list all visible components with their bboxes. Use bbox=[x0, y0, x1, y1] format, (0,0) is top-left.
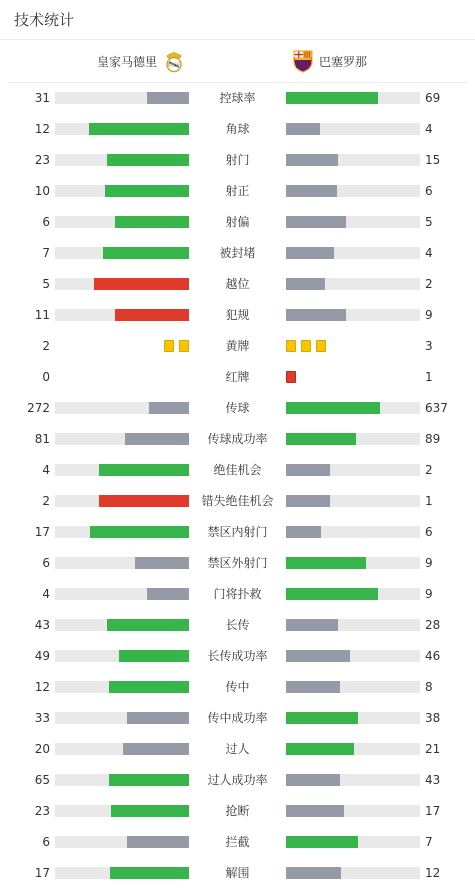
away-stat-value: 3 bbox=[425, 339, 433, 353]
home-stat-bar-fill bbox=[147, 588, 189, 600]
home-stat-value: 12 bbox=[34, 122, 50, 136]
stat-row bbox=[0, 703, 475, 734]
away-stat-bar bbox=[286, 92, 420, 104]
barcelona-crest-icon bbox=[292, 49, 314, 73]
away-stat-bar-fill bbox=[286, 123, 320, 135]
home-stat-bar-fill bbox=[107, 154, 189, 166]
away-stat-bar bbox=[286, 309, 420, 321]
away-stat-value: 15 bbox=[425, 153, 441, 167]
home-stat-value: 2 bbox=[42, 339, 50, 353]
home-stat-bar bbox=[55, 247, 189, 259]
home-stat-value: 2 bbox=[42, 494, 50, 508]
home-stat-bar bbox=[55, 619, 189, 631]
home-stat-bar bbox=[55, 712, 189, 724]
away-cards bbox=[286, 371, 296, 384]
away-stat-bar bbox=[286, 185, 420, 197]
stat-label: 传中成功率 bbox=[207, 711, 268, 725]
home-stat-bar bbox=[55, 805, 189, 817]
away-stat-bar bbox=[286, 774, 420, 786]
away-stat-bar bbox=[286, 402, 420, 414]
stat-row bbox=[0, 145, 475, 176]
home-stat-bar bbox=[55, 557, 189, 569]
away-cards bbox=[286, 340, 326, 353]
home-stat-value: 31 bbox=[34, 91, 50, 105]
stat-label: 过人成功率 bbox=[207, 773, 268, 787]
away-stat-value: 38 bbox=[425, 711, 441, 725]
away-stat-bar bbox=[286, 247, 420, 259]
away-stat-value: 9 bbox=[425, 556, 433, 570]
away-stat-bar bbox=[286, 433, 420, 445]
page-title: 技术统计 bbox=[14, 11, 75, 29]
stat-label: 被封堵 bbox=[219, 246, 256, 260]
away-stat-value: 7 bbox=[425, 835, 433, 849]
home-stat-bar-fill bbox=[110, 867, 189, 879]
away-stat-value: 8 bbox=[425, 680, 433, 694]
home-stat-bar-fill bbox=[123, 743, 189, 755]
away-stat-bar bbox=[286, 464, 420, 476]
away-stat-bar-fill bbox=[286, 154, 338, 166]
away-stat-value: 46 bbox=[425, 649, 441, 663]
home-stat-value: 6 bbox=[42, 556, 50, 570]
stat-label: 角球 bbox=[225, 122, 250, 136]
away-stat-value: 6 bbox=[425, 525, 433, 539]
home-stat-bar-fill bbox=[107, 619, 189, 631]
stat-label: 射正 bbox=[225, 184, 250, 198]
stat-label: 红牌 bbox=[225, 370, 250, 384]
stat-label: 门将扑救 bbox=[213, 587, 262, 601]
yellow-card-icon bbox=[316, 340, 326, 352]
home-stat-value: 81 bbox=[34, 432, 50, 446]
home-stat-value: 6 bbox=[42, 835, 50, 849]
home-stat-bar-fill bbox=[109, 681, 189, 693]
stat-row bbox=[0, 765, 475, 796]
home-stat-bar bbox=[55, 650, 189, 662]
home-stat-bar-fill bbox=[105, 185, 189, 197]
home-stat-bar-fill bbox=[99, 464, 189, 476]
home-stat-value: 23 bbox=[34, 804, 50, 818]
home-stat-value: 33 bbox=[34, 711, 50, 725]
home-stat-bar bbox=[55, 185, 189, 197]
stat-row bbox=[0, 238, 475, 269]
home-team[interactable] bbox=[97, 40, 185, 82]
stat-row bbox=[0, 207, 475, 238]
home-stat-bar bbox=[55, 278, 189, 290]
stat-label: 射偏 bbox=[225, 215, 250, 229]
home-stat-bar-fill bbox=[103, 247, 189, 259]
home-cards bbox=[164, 340, 189, 353]
home-stat-bar bbox=[55, 464, 189, 476]
away-stat-bar-fill bbox=[286, 495, 330, 507]
home-stat-bar-fill bbox=[147, 92, 189, 104]
stat-row bbox=[0, 517, 475, 548]
away-stat-bar-fill bbox=[286, 92, 378, 104]
home-stat-value: 23 bbox=[34, 153, 50, 167]
home-stat-bar bbox=[55, 743, 189, 755]
stat-label: 错失绝佳机会 bbox=[201, 494, 274, 508]
stat-label: 越位 bbox=[225, 277, 250, 291]
svg-text:MCF: MCF bbox=[167, 62, 181, 69]
home-stat-value: 12 bbox=[34, 680, 50, 694]
away-stat-value: 12 bbox=[425, 866, 441, 880]
stat-label: 长传 bbox=[225, 618, 250, 632]
stat-label: 传中 bbox=[225, 680, 250, 694]
home-stat-bar bbox=[55, 526, 189, 538]
stat-row bbox=[0, 796, 475, 827]
stat-label: 黄牌 bbox=[225, 339, 250, 353]
away-stat-value: 21 bbox=[425, 742, 441, 756]
stat-row bbox=[0, 176, 475, 207]
away-team-name: 巴塞罗那 bbox=[319, 54, 368, 69]
home-stat-bar bbox=[55, 433, 189, 445]
away-stat-bar bbox=[286, 619, 420, 631]
stat-label: 绝佳机会 bbox=[213, 463, 262, 477]
stat-row bbox=[0, 486, 475, 517]
home-stat-bar bbox=[55, 495, 189, 507]
away-team[interactable] bbox=[292, 40, 367, 82]
away-stat-value: 4 bbox=[425, 246, 433, 260]
home-stat-bar-fill bbox=[115, 216, 189, 228]
stat-row bbox=[0, 548, 475, 579]
away-stat-value: 89 bbox=[425, 432, 441, 446]
away-stat-bar bbox=[286, 588, 420, 600]
home-stat-bar bbox=[55, 216, 189, 228]
stat-label: 射门 bbox=[225, 153, 250, 167]
home-stat-bar-fill bbox=[89, 123, 190, 135]
away-stat-value: 43 bbox=[425, 773, 441, 787]
away-stat-bar bbox=[286, 836, 420, 848]
away-stat-bar-fill bbox=[286, 712, 358, 724]
away-stat-bar bbox=[286, 123, 420, 135]
stat-label: 解围 bbox=[225, 866, 250, 880]
home-stat-bar-fill bbox=[125, 433, 189, 445]
home-stat-value: 4 bbox=[42, 463, 50, 477]
stat-row bbox=[0, 827, 475, 858]
stat-label: 控球率 bbox=[219, 91, 256, 105]
home-stat-bar-fill bbox=[135, 557, 189, 569]
away-stat-bar-fill bbox=[286, 557, 366, 569]
away-stat-bar-fill bbox=[286, 650, 350, 662]
away-stat-bar-fill bbox=[286, 309, 346, 321]
away-stat-bar-fill bbox=[286, 588, 378, 600]
away-stat-bar bbox=[286, 681, 420, 693]
away-stat-bar-fill bbox=[286, 216, 346, 228]
away-stat-bar-fill bbox=[286, 433, 356, 445]
away-stat-bar bbox=[286, 278, 420, 290]
away-stat-bar-fill bbox=[286, 185, 337, 197]
real-madrid-crest-icon bbox=[163, 49, 185, 73]
stat-label: 抢断 bbox=[225, 804, 250, 818]
away-stat-bar-fill bbox=[286, 619, 338, 631]
stat-label: 犯规 bbox=[225, 308, 250, 322]
stat-row bbox=[0, 362, 475, 393]
away-stat-bar bbox=[286, 557, 420, 569]
home-stat-bar-fill bbox=[127, 712, 189, 724]
away-stat-value: 1 bbox=[425, 370, 433, 384]
stat-row bbox=[0, 455, 475, 486]
stat-row bbox=[0, 858, 475, 889]
stats-list bbox=[0, 83, 475, 889]
away-stat-bar-fill bbox=[286, 278, 325, 290]
stat-label: 传球成功率 bbox=[207, 432, 268, 446]
stat-label: 传球 bbox=[225, 401, 250, 415]
stat-label: 长传成功率 bbox=[207, 649, 268, 663]
away-stat-value: 9 bbox=[425, 308, 433, 322]
away-stat-bar-fill bbox=[286, 526, 321, 538]
stat-row bbox=[0, 300, 475, 331]
home-stat-bar-fill bbox=[90, 526, 189, 538]
away-stat-bar-fill bbox=[286, 805, 344, 817]
home-stat-value: 20 bbox=[34, 742, 50, 756]
stat-label: 过人 bbox=[225, 742, 250, 756]
home-stat-bar bbox=[55, 309, 189, 321]
home-stat-bar-fill bbox=[149, 402, 189, 414]
away-stat-bar bbox=[286, 495, 420, 507]
away-stat-value: 28 bbox=[425, 618, 441, 632]
stat-row bbox=[0, 579, 475, 610]
home-stat-value: 0 bbox=[42, 370, 50, 384]
away-stat-bar bbox=[286, 805, 420, 817]
home-stat-bar-fill bbox=[119, 650, 189, 662]
home-stat-bar-fill bbox=[94, 278, 189, 290]
away-stat-bar-fill bbox=[286, 867, 341, 879]
home-stat-bar-fill bbox=[115, 309, 189, 321]
home-stat-bar bbox=[55, 681, 189, 693]
stat-row bbox=[0, 393, 475, 424]
home-stat-bar bbox=[55, 92, 189, 104]
away-stat-bar-fill bbox=[286, 464, 330, 476]
stat-label: 拦截 bbox=[225, 835, 250, 849]
away-stat-value: 6 bbox=[425, 184, 433, 198]
away-stat-bar-fill bbox=[286, 402, 380, 414]
page-header bbox=[0, 0, 475, 40]
away-stat-value: 5 bbox=[425, 215, 433, 229]
away-stat-bar-fill bbox=[286, 836, 358, 848]
away-stat-bar bbox=[286, 154, 420, 166]
home-stat-bar bbox=[55, 123, 189, 135]
stat-row bbox=[0, 424, 475, 455]
teams-header bbox=[8, 40, 467, 83]
home-stat-value: 7 bbox=[42, 246, 50, 260]
home-stat-value: 65 bbox=[34, 773, 50, 787]
home-stat-bar-fill bbox=[109, 774, 189, 786]
away-stat-bar bbox=[286, 867, 420, 879]
away-stat-value: 69 bbox=[425, 91, 441, 105]
away-stat-value: 9 bbox=[425, 587, 433, 601]
yellow-card-icon bbox=[179, 340, 189, 352]
away-stat-value: 2 bbox=[425, 277, 433, 291]
home-stat-bar bbox=[55, 867, 189, 879]
red-card-icon bbox=[286, 371, 296, 383]
away-stat-value: 1 bbox=[425, 494, 433, 508]
home-stat-bar bbox=[55, 588, 189, 600]
home-stat-bar bbox=[55, 836, 189, 848]
home-stat-value: 49 bbox=[34, 649, 50, 663]
stat-label: 禁区外射门 bbox=[207, 556, 268, 570]
yellow-card-icon bbox=[301, 340, 311, 352]
stat-row bbox=[0, 83, 475, 114]
away-stat-bar bbox=[286, 650, 420, 662]
home-stat-value: 6 bbox=[42, 215, 50, 229]
away-stat-value: 17 bbox=[425, 804, 441, 818]
home-stat-bar bbox=[55, 774, 189, 786]
away-stat-value: 2 bbox=[425, 463, 433, 477]
home-stat-value: 272 bbox=[27, 401, 50, 415]
home-stat-bar bbox=[55, 402, 189, 414]
home-stat-bar-fill bbox=[99, 495, 189, 507]
home-stat-value: 17 bbox=[34, 866, 50, 880]
away-stat-bar bbox=[286, 712, 420, 724]
away-stat-value: 637 bbox=[425, 401, 448, 415]
away-stat-bar-fill bbox=[286, 247, 334, 259]
stat-row bbox=[0, 734, 475, 765]
home-stat-bar-fill bbox=[111, 805, 189, 817]
home-stat-value: 4 bbox=[42, 587, 50, 601]
stat-row bbox=[0, 610, 475, 641]
away-stat-bar-fill bbox=[286, 743, 354, 755]
home-stat-value: 11 bbox=[34, 308, 50, 322]
away-stat-value: 4 bbox=[425, 122, 433, 136]
away-stat-bar-fill bbox=[286, 681, 340, 693]
stat-row bbox=[0, 672, 475, 703]
stat-row bbox=[0, 331, 475, 362]
home-stat-bar bbox=[55, 154, 189, 166]
home-stat-value: 43 bbox=[34, 618, 50, 632]
away-stat-bar bbox=[286, 526, 420, 538]
yellow-card-icon bbox=[164, 340, 174, 352]
home-team-name: 皇家马德里 bbox=[96, 54, 157, 69]
stat-label: 禁区内射门 bbox=[207, 525, 268, 539]
stat-row bbox=[0, 641, 475, 672]
away-stat-bar-fill bbox=[286, 774, 340, 786]
yellow-card-icon bbox=[286, 340, 296, 352]
away-stat-bar bbox=[286, 216, 420, 228]
stat-row bbox=[0, 269, 475, 300]
home-stat-value: 10 bbox=[34, 184, 50, 198]
away-stat-bar bbox=[286, 743, 420, 755]
stat-row bbox=[0, 114, 475, 145]
home-stat-bar-fill bbox=[127, 836, 189, 848]
home-stat-value: 5 bbox=[42, 277, 50, 291]
home-stat-value: 17 bbox=[34, 525, 50, 539]
